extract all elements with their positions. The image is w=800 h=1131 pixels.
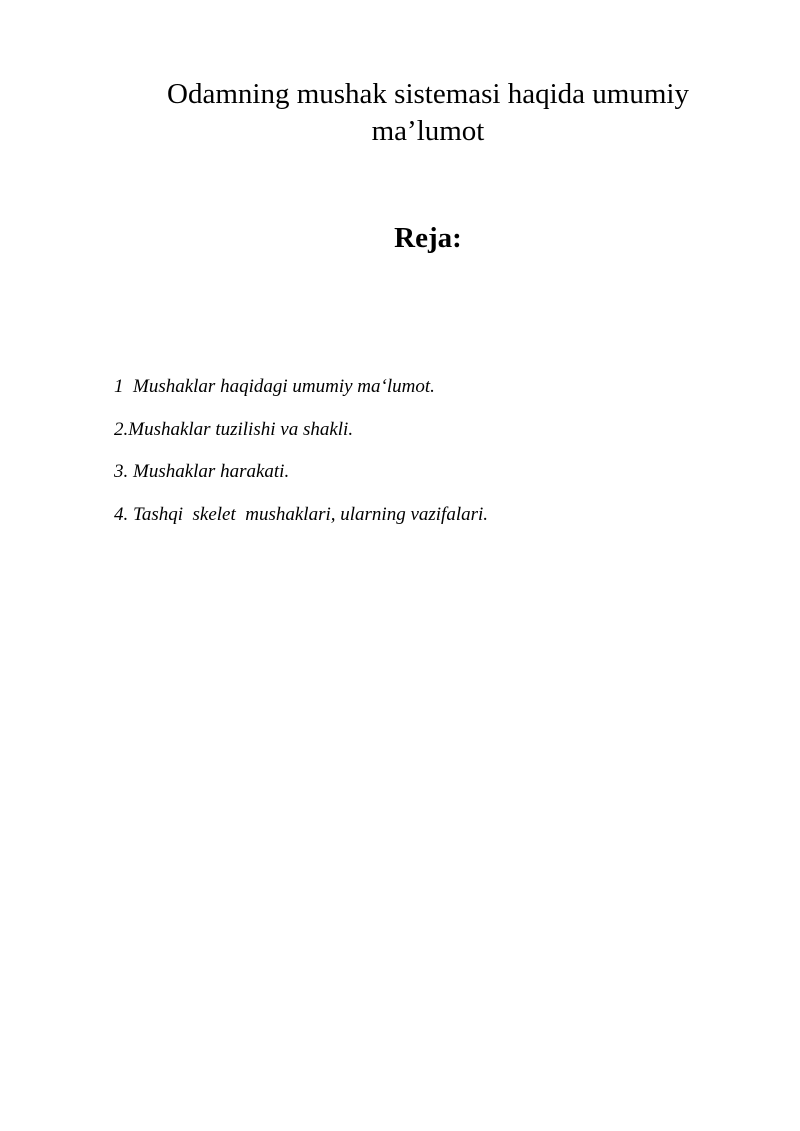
document-title-line-2: ma’lumot (371, 115, 485, 147)
document-title (140, 76, 716, 150)
plan-item-4: 4. Tashqi skelet mushaklari, ularning vazifalari. (114, 503, 489, 525)
plan-item-2: 2.Mushaklar tuzilishi va shakli. (114, 418, 354, 440)
plan-heading: Reja: (394, 222, 462, 254)
plan-item-1: 1 Mushaklar haqidagi umumiy ma‘lumot. (114, 376, 435, 397)
document-title-line-1: Odamning mushak sistemasi haqida umumiy (167, 78, 689, 110)
plan-item-3: 3. Mushaklar harakati. (114, 461, 290, 482)
plan-list (114, 374, 734, 544)
